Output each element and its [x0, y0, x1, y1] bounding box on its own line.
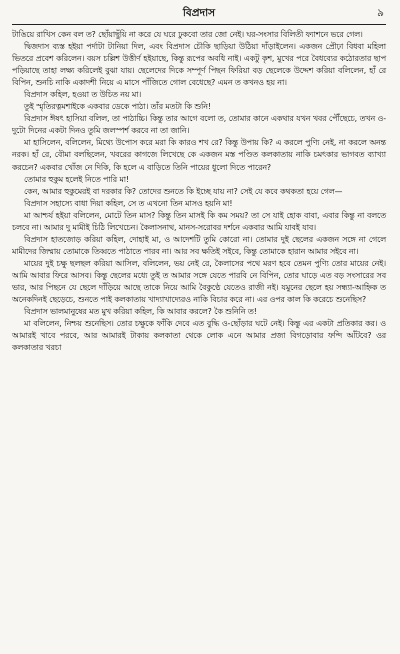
body-text	[12, 29, 386, 354]
paragraph: বিপ্রদাস ভালমানুষের মত মুখ করিয়া কহিল, কি আবার করলে? কৈ শুনিনি ত!	[24, 307, 257, 317]
paragraph: মা বলিলেন, নিশ্চয় শুনেছিস। তোর চক্ষুকে ফাঁকি দেবে এত বুদ্ধি ও-ছোঁড়ার ঘটে নেই। কিন্তু এর একটা প্রতিকার কর। ও আমারই খাবে পরবে, আর আমারই টাকায় কলকাতা থেকে লোক এনে আমার প্রজা বিগড়োবার ফন্দি আঁটবে? ওর কলকাতার খরচা	[12, 319, 386, 353]
paragraph: তুই স্মৃতিরত্নমশাইকে একবার ডেকে পাঠা। তাঁর মতটা কি শুনি!	[24, 102, 211, 112]
paragraph: বিপ্রদাস কহিল, হওয়া ত উচিত নয় মা।	[24, 90, 142, 100]
running-header	[12, 6, 386, 22]
paragraph: কেন, আমার হুকুমেরই বা দরকার কি? তোদের শুনতে কি ইচ্ছে যায় না? সেই যে কবে কথকতা হয়ে গেল—	[24, 186, 343, 196]
paragraph: তোমার হুকুম হলেই নিতে পারি মা!	[24, 174, 130, 184]
header-rule	[12, 24, 386, 25]
paragraph: মা হাসিলেন, বলিলেন, মিথ্যে উপোস করে মরা কি কারও শখ রে? কিন্তু উপায় কি? এ করলে পুণ্যি নেই, না করলে অনন্ত নরক। হাঁ রে, বৌমা বলছিলেন, খবরের কাগজে লিখেছে কে একজন মস্ত পণ্ডিত কলকাতায় নাকি চমৎকার ভাগবত ব্যাখ্যা করচেন? একবার খোঁজ নে দিকি, কি হলে এ বাড়িতে তিনি পায়ের ধুলো দিতে পারেন?	[12, 138, 386, 172]
paragraph: বিপ্রদাস হাতজোড় করিয়া কহিল, দোহাই মা, ও আদেশটি তুমি কোরো না। তোমার দুই ছেলের একজন সঙ্গে না গেলে মামীদের জিম্মায় তোমাকে তিব্বতে পাঠাতে পারব না। আর সব ক্ষতিই সইবে, কিন্তু তোমাকে হারান আমার সইবে না।	[12, 234, 386, 256]
paragraph: টাঙিয়ে রাখিস কেন বল ত? ছোঁয়াছুঁয়ি না করে যে ঘরে ঢুকবো তার জো নেই। ঘর-সংসার বিলিতী ফ্যাশনে ভরে গেল।	[12, 30, 363, 39]
paragraph: বিপ্রদাস ঈষৎ হাসিয়া বলিল, তা পাঠাচ্চি। কিন্তু তার আগে বলো ত, তোমার কানে একথার যখন খবর পৌঁছেচে, তখন ও-দুটো দিনের একটা দিনও তুমি জলস্পর্শ করবে না তা জানি।	[12, 114, 386, 136]
paragraph: মায়ের দুই চক্ষু ছলছল করিয়া আসিল, বলিলেন, ভয় নেই রে, কৈলাসের পথে মরণ হবে তেমন পুণ্যি তোর মায়ের নেই। আমি আবার ফিরে আসব। কিন্তু ছেলের মধ্যে তুই ত আমার সঙ্গে যেতে পারবি নে বিপিন, তোর ঘাড়ে এত বড় সংসারের সব ভার, আর পিছনে যে ছেলে দাঁড়িয়ে আছে তাকে নিয়ে আমি বৈকুণ্ঠে যেতেও রাজী নই। যমুনের ছেলে হয় সন্ধ্যা-আহ্নিক ত অনেকদিনই ছেড়েচে, শুনতে পাই কলকাতায় খাদ্যাখাদ্যেরও নাকি বিচার করে না। এর ওপর কাল কি করেচে শুনেছিস?	[12, 258, 386, 305]
page-number: ৯	[377, 7, 384, 19]
paragraph: মা আশ্চর্য হইয়া বলিলেন, মোটে তিন মাস? কিন্তু তিন মাসই কি কম সময়? তা সে যাই হোক বাবা, এবার কিন্তু না বলতে চলবে না। আমার দু মামীই চিঠি লিখেচেন। কৈলাসনাথ, মানস-সরোবর দর্শনে একবার আমি যাবই যাব।	[12, 210, 386, 232]
page-title: বিপ্রদাস	[182, 7, 216, 19]
paragraph: দ্বিজদাস ব্যস্ত হইয়া পর্দাটা টানিয়া দিল, এবং বিপ্রদাস চৌকি ছাড়িয়া উঠিয়া দাঁড়াইলেন। একজন প্রৌঢ়া বিধবা মহিলা ভিতরে প্রবেশ করিলেন। বয়স চল্লিশ উত্তীর্ণ হইয়াছে, কিন্তু রূপের অবধি নাই। একটু কৃশ, মুখের পরে বৈধব্যের কঠোরতার ছাপ পড়িয়াছে তাহা লক্ষ্য করিলেই বুঝা যায়। ছেলেদের দিকে সম্পূর্ণ পিছন ফিরিয়া বড় ছেলেকে উদ্দেশ করিয়া বলিলেন, হাঁ রে বিপিন, শুনচি নাকি একাদশী নিয়ে এ মাসে পাঁজিতে গোল বেধেছে? এমন ত কখনও হয় না।	[12, 42, 386, 88]
paragraph: বিপ্রদাস সহাস্যে বাধা দিয়া কহিল, সে ত এখনো তিন মাসও হয়নি মা!	[24, 198, 233, 208]
